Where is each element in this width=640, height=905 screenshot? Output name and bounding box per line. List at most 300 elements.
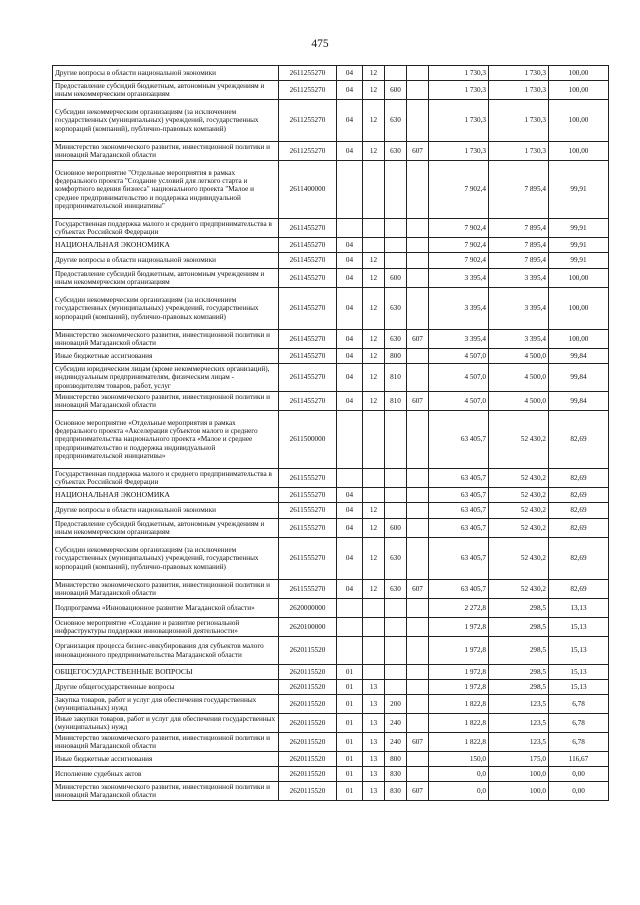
administrator-code: 607 bbox=[407, 782, 429, 801]
table-row bbox=[53, 288, 609, 330]
actual-amount: 4 500,0 bbox=[489, 349, 549, 364]
subsection-code: 12 bbox=[363, 288, 385, 330]
actual-amount: 52 430,2 bbox=[489, 538, 549, 580]
target-article-code: 2620115520 bbox=[279, 767, 337, 782]
subsection-code: 12 bbox=[363, 349, 385, 364]
table-row bbox=[53, 330, 609, 349]
subsection-code: 12 bbox=[363, 253, 385, 269]
subsection-code bbox=[363, 488, 385, 503]
section-code: 01 bbox=[337, 714, 363, 733]
expense-type-code bbox=[385, 488, 407, 503]
target-article-code: 2611455270 bbox=[279, 330, 337, 349]
item-name: Министерство экономического развития, инвестиционной политики и инноваций Магаданской области bbox=[53, 142, 279, 161]
section-code: 01 bbox=[337, 782, 363, 801]
item-name: Субсидии некоммерческим организациям (за исключением государственных (муниципальных) учреждений, государственных корпораций (компаний), публично-правовых компаний) bbox=[53, 100, 279, 142]
planned-amount: 7 902,4 bbox=[429, 238, 489, 253]
expense-type-code: 630 bbox=[385, 330, 407, 349]
section-code: 04 bbox=[337, 349, 363, 364]
item-name: Министерство экономического развития, инвестиционной политики и инноваций Магаданской области bbox=[53, 330, 279, 349]
subsection-code: 13 bbox=[363, 767, 385, 782]
expense-type-code bbox=[385, 680, 407, 695]
execution-percent: 6,78 bbox=[549, 695, 609, 714]
administrator-code bbox=[407, 161, 429, 219]
target-article-code: 2620115520 bbox=[279, 782, 337, 801]
administrator-code bbox=[407, 349, 429, 364]
expense-type-code bbox=[385, 238, 407, 253]
execution-percent: 100,00 bbox=[549, 142, 609, 161]
section-code: 01 bbox=[337, 695, 363, 714]
actual-amount: 175,0 bbox=[489, 752, 549, 767]
item-name: Субсидии некоммерческим организациям (за исключением государственных (муниципальных) учреждений, государственных корпораций (компаний), публично-правовых компаний) bbox=[53, 288, 279, 330]
actual-amount: 123,5 bbox=[489, 714, 549, 733]
table-row bbox=[53, 714, 609, 733]
section-code: 01 bbox=[337, 752, 363, 767]
subsection-code bbox=[363, 219, 385, 238]
execution-percent: 0,00 bbox=[549, 767, 609, 782]
actual-amount: 298,5 bbox=[489, 665, 549, 680]
expense-type-code: 240 bbox=[385, 714, 407, 733]
subsection-code: 12 bbox=[363, 519, 385, 538]
section-code: 01 bbox=[337, 733, 363, 752]
target-article-code: 2611455270 bbox=[279, 288, 337, 330]
expense-type-code bbox=[385, 161, 407, 219]
execution-percent: 100,00 bbox=[549, 288, 609, 330]
section-code: 04 bbox=[337, 66, 363, 81]
expense-type-code: 800 bbox=[385, 349, 407, 364]
subsection-code: 12 bbox=[363, 330, 385, 349]
item-name: Предоставление субсидий бюджетным, автономным учреждениям и иным некоммерческим организациям bbox=[53, 519, 279, 538]
actual-amount: 52 430,2 bbox=[489, 411, 549, 469]
section-code bbox=[337, 411, 363, 469]
planned-amount: 3 395,4 bbox=[429, 288, 489, 330]
section-code bbox=[337, 469, 363, 488]
administrator-code bbox=[407, 503, 429, 519]
actual-amount: 3 395,4 bbox=[489, 269, 549, 288]
subsection-code: 13 bbox=[363, 752, 385, 767]
page-number: 475 bbox=[311, 38, 329, 50]
execution-percent: 15,13 bbox=[549, 680, 609, 695]
table-row bbox=[53, 161, 609, 219]
table-row bbox=[53, 269, 609, 288]
target-article-code: 2611400000 bbox=[279, 161, 337, 219]
execution-percent: 99,84 bbox=[549, 364, 609, 392]
section-code: 04 bbox=[337, 580, 363, 599]
administrator-code bbox=[407, 411, 429, 469]
section-code bbox=[337, 161, 363, 219]
section-code: 04 bbox=[337, 100, 363, 142]
item-name: Организация процесса бизнес-инкубирования для субъектов малого инновационного предпринимательства Магаданской области bbox=[53, 637, 279, 665]
subsection-code: 12 bbox=[363, 81, 385, 100]
actual-amount: 3 395,4 bbox=[489, 330, 549, 349]
table-row bbox=[53, 142, 609, 161]
target-article-code: 2611255270 bbox=[279, 81, 337, 100]
actual-amount: 7 895,4 bbox=[489, 253, 549, 269]
administrator-code bbox=[407, 238, 429, 253]
section-code: 04 bbox=[337, 538, 363, 580]
administrator-code bbox=[407, 680, 429, 695]
expense-type-code: 630 bbox=[385, 100, 407, 142]
section-code: 04 bbox=[337, 519, 363, 538]
item-name: Закупка товаров, работ и услуг для обеспечения государственных (муниципальных) нужд bbox=[53, 695, 279, 714]
table-row bbox=[53, 411, 609, 469]
execution-percent: 82,69 bbox=[549, 411, 609, 469]
planned-amount: 0,0 bbox=[429, 767, 489, 782]
expense-type-code: 200 bbox=[385, 695, 407, 714]
administrator-code bbox=[407, 714, 429, 733]
execution-percent: 82,69 bbox=[549, 538, 609, 580]
section-code: 04 bbox=[337, 364, 363, 392]
target-article-code: 2620115520 bbox=[279, 695, 337, 714]
item-name: НАЦИОНАЛЬНАЯ ЭКОНОМИКА bbox=[53, 238, 279, 253]
table-row bbox=[53, 695, 609, 714]
section-code: 04 bbox=[337, 392, 363, 411]
section-code: 01 bbox=[337, 767, 363, 782]
expense-type-code: 810 bbox=[385, 364, 407, 392]
item-name: Предоставление субсидий бюджетным, автономным учреждениям и иным некоммерческим организациям bbox=[53, 81, 279, 100]
planned-amount: 3 395,4 bbox=[429, 269, 489, 288]
planned-amount: 1 730,3 bbox=[429, 100, 489, 142]
section-code: 04 bbox=[337, 330, 363, 349]
section-code: 04 bbox=[337, 288, 363, 330]
expense-type-code bbox=[385, 618, 407, 637]
actual-amount: 7 895,4 bbox=[489, 238, 549, 253]
administrator-code bbox=[407, 269, 429, 288]
planned-amount: 1 972,8 bbox=[429, 618, 489, 637]
planned-amount: 1 972,8 bbox=[429, 637, 489, 665]
expense-type-code: 630 bbox=[385, 538, 407, 580]
section-code bbox=[337, 618, 363, 637]
subsection-code: 12 bbox=[363, 142, 385, 161]
item-name: Министерство экономического развития, инвестиционной политики и инноваций Магаданской области bbox=[53, 392, 279, 411]
actual-amount: 3 395,4 bbox=[489, 288, 549, 330]
planned-amount: 7 902,4 bbox=[429, 253, 489, 269]
administrator-code bbox=[407, 767, 429, 782]
item-name: Предоставление субсидий бюджетным, автономным учреждениям и иным некоммерческим организациям bbox=[53, 269, 279, 288]
target-article-code: 2611555270 bbox=[279, 538, 337, 580]
execution-percent: 82,69 bbox=[549, 580, 609, 599]
administrator-code bbox=[407, 538, 429, 580]
execution-percent: 82,69 bbox=[549, 503, 609, 519]
planned-amount: 1 730,3 bbox=[429, 66, 489, 81]
table-row bbox=[53, 580, 609, 599]
planned-amount: 1 972,8 bbox=[429, 665, 489, 680]
target-article-code: 2611500000 bbox=[279, 411, 337, 469]
table-row bbox=[53, 392, 609, 411]
target-article-code: 2620115520 bbox=[279, 752, 337, 767]
planned-amount: 63 405,7 bbox=[429, 580, 489, 599]
table-row bbox=[53, 66, 609, 81]
target-article-code: 2611455270 bbox=[279, 364, 337, 392]
execution-percent: 15,13 bbox=[549, 618, 609, 637]
actual-amount: 100,0 bbox=[489, 782, 549, 801]
section-code bbox=[337, 637, 363, 665]
table-row bbox=[53, 599, 609, 618]
table-row bbox=[53, 349, 609, 364]
actual-amount: 52 430,2 bbox=[489, 488, 549, 503]
expense-type-code: 800 bbox=[385, 752, 407, 767]
budget-table bbox=[52, 65, 609, 801]
administrator-code: 607 bbox=[407, 330, 429, 349]
item-name: Основное мероприятие "Отдельные мероприятия в рамках федерального проекта "Создание условий для легкого старта и комфортного ведения бизнеса" национального проекта "Малое и среднее предпринимательство и поддержка индивидуальной предпринимательской инициативы" bbox=[53, 161, 279, 219]
planned-amount: 4 507,0 bbox=[429, 392, 489, 411]
execution-percent: 100,00 bbox=[549, 66, 609, 81]
table-row bbox=[53, 81, 609, 100]
subsection-code: 12 bbox=[363, 66, 385, 81]
table-row bbox=[53, 219, 609, 238]
expense-type-code: 630 bbox=[385, 288, 407, 330]
planned-amount: 150,0 bbox=[429, 752, 489, 767]
section-code: 04 bbox=[337, 503, 363, 519]
item-name: Министерство экономического развития, инвестиционной политики и инноваций Магаданской области bbox=[53, 782, 279, 801]
table-row bbox=[53, 665, 609, 680]
execution-percent: 82,69 bbox=[549, 519, 609, 538]
actual-amount: 100,0 bbox=[489, 767, 549, 782]
table-row bbox=[53, 782, 609, 801]
item-name: Министерство экономического развития, инвестиционной политики и инноваций Магаданской области bbox=[53, 580, 279, 599]
target-article-code: 2620000000 bbox=[279, 599, 337, 618]
table-row bbox=[53, 488, 609, 503]
actual-amount: 298,5 bbox=[489, 680, 549, 695]
expense-type-code: 600 bbox=[385, 519, 407, 538]
table-row bbox=[53, 100, 609, 142]
planned-amount: 1 822,8 bbox=[429, 733, 489, 752]
planned-amount: 63 405,7 bbox=[429, 538, 489, 580]
table-row bbox=[53, 519, 609, 538]
expense-type-code: 630 bbox=[385, 580, 407, 599]
planned-amount: 63 405,7 bbox=[429, 519, 489, 538]
item-name: Другие вопросы в области национальной экономики bbox=[53, 253, 279, 269]
planned-amount: 63 405,7 bbox=[429, 469, 489, 488]
section-code: 04 bbox=[337, 269, 363, 288]
planned-amount: 63 405,7 bbox=[429, 411, 489, 469]
administrator-code bbox=[407, 469, 429, 488]
expense-type-code: 810 bbox=[385, 392, 407, 411]
actual-amount: 7 895,4 bbox=[489, 219, 549, 238]
target-article-code: 2620115520 bbox=[279, 733, 337, 752]
table-row bbox=[53, 364, 609, 392]
administrator-code: 607 bbox=[407, 392, 429, 411]
subsection-code bbox=[363, 665, 385, 680]
subsection-code: 12 bbox=[363, 269, 385, 288]
item-name: Иные бюджетные ассигнования bbox=[53, 752, 279, 767]
budget-table-body bbox=[53, 66, 609, 801]
actual-amount: 298,5 bbox=[489, 637, 549, 665]
subsection-code bbox=[363, 161, 385, 219]
target-article-code: 2611555270 bbox=[279, 488, 337, 503]
actual-amount: 123,5 bbox=[489, 733, 549, 752]
planned-amount: 3 395,4 bbox=[429, 330, 489, 349]
execution-percent: 116,67 bbox=[549, 752, 609, 767]
subsection-code bbox=[363, 411, 385, 469]
expense-type-code bbox=[385, 253, 407, 269]
actual-amount: 7 895,4 bbox=[489, 161, 549, 219]
execution-percent: 15,13 bbox=[549, 665, 609, 680]
administrator-code bbox=[407, 253, 429, 269]
item-name: Основное мероприятие «Создание и развитие региональной инфраструктуры поддержки инновационной деятельности» bbox=[53, 618, 279, 637]
target-article-code: 2611555270 bbox=[279, 519, 337, 538]
target-article-code: 2620115520 bbox=[279, 714, 337, 733]
subsection-code: 12 bbox=[363, 392, 385, 411]
table-row bbox=[53, 503, 609, 519]
target-article-code: 2611555270 bbox=[279, 580, 337, 599]
subsection-code: 12 bbox=[363, 364, 385, 392]
planned-amount: 2 272,8 bbox=[429, 599, 489, 618]
execution-percent: 99,91 bbox=[549, 219, 609, 238]
subsection-code: 13 bbox=[363, 680, 385, 695]
actual-amount: 52 430,2 bbox=[489, 519, 549, 538]
administrator-code: 607 bbox=[407, 142, 429, 161]
subsection-code: 12 bbox=[363, 580, 385, 599]
item-name: Другие общегосударственные вопросы bbox=[53, 680, 279, 695]
administrator-code bbox=[407, 599, 429, 618]
expense-type-code bbox=[385, 66, 407, 81]
target-article-code: 2611555270 bbox=[279, 469, 337, 488]
expense-type-code: 630 bbox=[385, 142, 407, 161]
execution-percent: 15,13 bbox=[549, 637, 609, 665]
table-row bbox=[53, 238, 609, 253]
target-article-code: 2611455270 bbox=[279, 253, 337, 269]
table-row bbox=[53, 618, 609, 637]
section-code: 04 bbox=[337, 81, 363, 100]
expense-type-code: 830 bbox=[385, 782, 407, 801]
subsection-code bbox=[363, 599, 385, 618]
expense-type-code bbox=[385, 411, 407, 469]
item-name: Основное мероприятие «Отдельные мероприятия в рамках федерального проекта «Акселерация субъектов малого и среднего предпринимательства национального проекта «Малое и среднее предпринимательство и поддержка индивидуальной предпринимательской инициативы» bbox=[53, 411, 279, 469]
administrator-code bbox=[407, 519, 429, 538]
subsection-code: 12 bbox=[363, 503, 385, 519]
target-article-code: 2611255270 bbox=[279, 100, 337, 142]
administrator-code: 607 bbox=[407, 580, 429, 599]
expense-type-code bbox=[385, 599, 407, 618]
section-code bbox=[337, 219, 363, 238]
section-code: 04 bbox=[337, 253, 363, 269]
expense-type-code bbox=[385, 665, 407, 680]
expense-type-code bbox=[385, 503, 407, 519]
planned-amount: 63 405,7 bbox=[429, 488, 489, 503]
item-name: Государственная поддержка малого и среднего предпринимательства в субъектах Российской Федерации bbox=[53, 469, 279, 488]
administrator-code bbox=[407, 665, 429, 680]
execution-percent: 0,00 bbox=[549, 782, 609, 801]
subsection-code bbox=[363, 618, 385, 637]
actual-amount: 52 430,2 bbox=[489, 580, 549, 599]
target-article-code: 2611555270 bbox=[279, 503, 337, 519]
actual-amount: 1 730,3 bbox=[489, 81, 549, 100]
actual-amount: 1 730,3 bbox=[489, 142, 549, 161]
expense-type-code bbox=[385, 469, 407, 488]
administrator-code bbox=[407, 695, 429, 714]
target-article-code: 2611455270 bbox=[279, 392, 337, 411]
item-name: Другие вопросы в области национальной экономики bbox=[53, 66, 279, 81]
execution-percent: 99,91 bbox=[549, 161, 609, 219]
subsection-code: 13 bbox=[363, 695, 385, 714]
planned-amount: 4 507,0 bbox=[429, 349, 489, 364]
item-name: Субсидии некоммерческим организациям (за исключением государственных (муниципальных) учреждений, государственных корпораций (компаний), публично-правовых компаний) bbox=[53, 538, 279, 580]
actual-amount: 4 500,0 bbox=[489, 364, 549, 392]
expense-type-code bbox=[385, 219, 407, 238]
expense-type-code: 600 bbox=[385, 269, 407, 288]
administrator-code bbox=[407, 488, 429, 503]
execution-percent: 6,78 bbox=[549, 733, 609, 752]
execution-percent: 99,84 bbox=[549, 392, 609, 411]
expense-type-code bbox=[385, 637, 407, 665]
table-row bbox=[53, 469, 609, 488]
administrator-code: 607 bbox=[407, 733, 429, 752]
administrator-code bbox=[407, 364, 429, 392]
planned-amount: 1 822,8 bbox=[429, 695, 489, 714]
table-row bbox=[53, 752, 609, 767]
administrator-code bbox=[407, 81, 429, 100]
actual-amount: 1 730,3 bbox=[489, 100, 549, 142]
target-article-code: 2611455270 bbox=[279, 238, 337, 253]
table-row bbox=[53, 733, 609, 752]
administrator-code bbox=[407, 752, 429, 767]
execution-percent: 100,00 bbox=[549, 269, 609, 288]
section-code: 01 bbox=[337, 665, 363, 680]
table-row bbox=[53, 637, 609, 665]
planned-amount: 1 730,3 bbox=[429, 81, 489, 100]
item-name: Иные закупки товаров, работ и услуг для обеспечения государственных (муниципальных) нужд bbox=[53, 714, 279, 733]
item-name: Субсидии юридическим лицам (кроме некоммерческих организаций), индивидуальным предпринимателям, физическим лицам - производителям товаров, работ, услуг bbox=[53, 364, 279, 392]
item-name: Министерство экономического развития, инвестиционной политики и инноваций Магаданской области bbox=[53, 733, 279, 752]
item-name: Другие вопросы в области национальной экономики bbox=[53, 503, 279, 519]
section-code: 04 bbox=[337, 488, 363, 503]
item-name: ОБЩЕГОСУДАРСТВЕННЫЕ ВОПРОСЫ bbox=[53, 665, 279, 680]
planned-amount: 0,0 bbox=[429, 782, 489, 801]
execution-percent: 13,13 bbox=[549, 599, 609, 618]
actual-amount: 52 430,2 bbox=[489, 469, 549, 488]
planned-amount: 7 902,4 bbox=[429, 161, 489, 219]
subsection-code bbox=[363, 637, 385, 665]
table-row bbox=[53, 767, 609, 782]
planned-amount: 63 405,7 bbox=[429, 503, 489, 519]
subsection-code: 12 bbox=[363, 100, 385, 142]
target-article-code: 2620115520 bbox=[279, 665, 337, 680]
expense-type-code: 600 bbox=[385, 81, 407, 100]
actual-amount: 298,5 bbox=[489, 599, 549, 618]
administrator-code bbox=[407, 66, 429, 81]
target-article-code: 2620115520 bbox=[279, 637, 337, 665]
planned-amount: 4 507,0 bbox=[429, 364, 489, 392]
table-row bbox=[53, 253, 609, 269]
target-article-code: 2611455270 bbox=[279, 269, 337, 288]
section-code: 01 bbox=[337, 680, 363, 695]
target-article-code: 2611255270 bbox=[279, 142, 337, 161]
table-row bbox=[53, 680, 609, 695]
target-article-code: 2620100000 bbox=[279, 618, 337, 637]
subsection-code: 13 bbox=[363, 733, 385, 752]
actual-amount: 4 500,0 bbox=[489, 392, 549, 411]
planned-amount: 1 822,8 bbox=[429, 714, 489, 733]
subsection-code: 13 bbox=[363, 714, 385, 733]
subsection-code: 12 bbox=[363, 538, 385, 580]
subsection-code bbox=[363, 469, 385, 488]
target-article-code: 2620115520 bbox=[279, 680, 337, 695]
actual-amount: 298,5 bbox=[489, 618, 549, 637]
target-article-code: 2611455270 bbox=[279, 219, 337, 238]
subsection-code bbox=[363, 238, 385, 253]
subsection-code: 13 bbox=[363, 782, 385, 801]
execution-percent: 99,84 bbox=[549, 349, 609, 364]
actual-amount: 1 730,3 bbox=[489, 66, 549, 81]
execution-percent: 100,00 bbox=[549, 100, 609, 142]
target-article-code: 2611255270 bbox=[279, 66, 337, 81]
section-code: 04 bbox=[337, 238, 363, 253]
execution-percent: 6,78 bbox=[549, 714, 609, 733]
table-row bbox=[53, 538, 609, 580]
administrator-code bbox=[407, 100, 429, 142]
item-name: НАЦИОНАЛЬНАЯ ЭКОНОМИКА bbox=[53, 488, 279, 503]
actual-amount: 52 430,2 bbox=[489, 503, 549, 519]
